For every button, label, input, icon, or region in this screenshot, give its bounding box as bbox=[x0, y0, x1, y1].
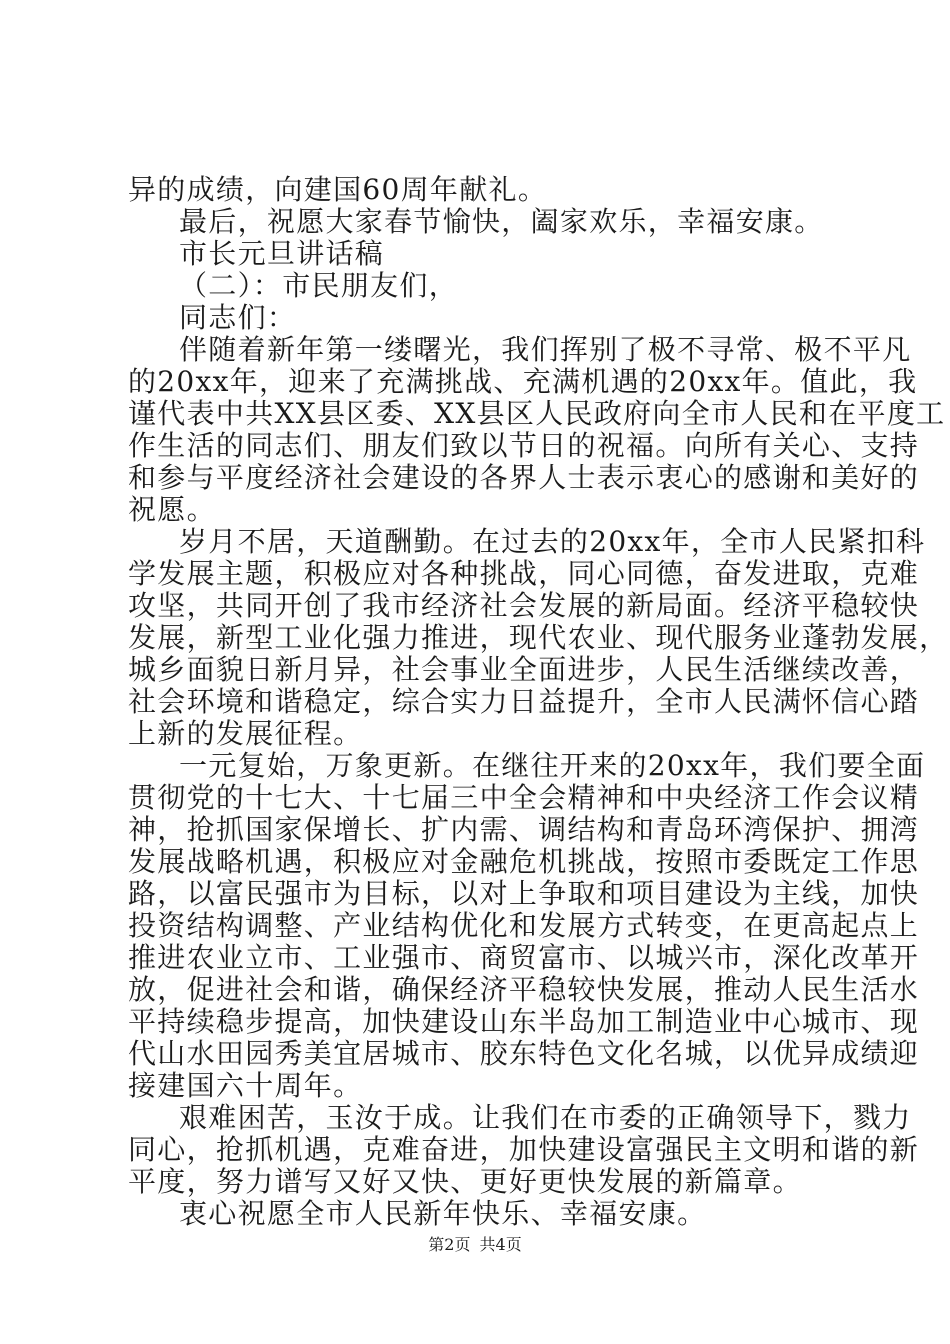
page-total: 共4页 bbox=[479, 1235, 522, 1254]
salutation-line: （二）：市民朋友们， bbox=[179, 269, 459, 302]
paragraph-start-line: 伴随着新年第一缕曙光，我们挥别了极不寻常、极不平凡 bbox=[179, 333, 912, 366]
text-line: 攻坚，共同开创了我市经济社会发展的新局面。经济平稳较快 bbox=[128, 589, 920, 622]
paragraph-start-line: 艰难困苦，玉汝于成。让我们在市委的正确领导下，戮力 bbox=[179, 1101, 912, 1134]
section-title: 市长元旦讲话稿 bbox=[179, 237, 385, 270]
paragraph-start-line: 一元复始，万象更新。在继往开来的20xx年，我们要全面 bbox=[179, 749, 926, 782]
text-line: 作生活的同志们、朋友们致以节日的祝福。向所有关心、支持 bbox=[128, 429, 920, 462]
text-line: 上新的发展征程。 bbox=[128, 717, 363, 750]
text-line: 接建国六十周年。 bbox=[128, 1069, 363, 1102]
text-line: 社会环境和谐稳定，综合实力日益提升，全市人民满怀信心踏 bbox=[128, 685, 920, 718]
text-line: 平度，努力谱写又好又快、更好更快发展的新篇章。 bbox=[128, 1165, 802, 1198]
text-line: 路，以富民强市为目标，以对上争取和项目建设为主线，加快 bbox=[128, 877, 920, 910]
paragraph-start-line: 最后，祝愿大家春节愉快，阖家欢乐，幸福安康。 bbox=[179, 205, 824, 238]
text-line: 学发展主题，积极应对各种挑战，同心同德，奋发进取，克难 bbox=[128, 557, 920, 590]
text-line: 同心，抢抓机遇，克难奋进，加快建设富强民主文明和谐的新 bbox=[128, 1133, 920, 1166]
paragraph-start-line: 岁月不居，天道酬勤。在过去的20xx年，全市人民紧扣科 bbox=[179, 525, 926, 558]
text-line: 放，促进社会和谐，确保经济平稳较快发展，推动人民生活水 bbox=[128, 973, 920, 1006]
text-line: 祝愿。 bbox=[128, 493, 216, 526]
text-line: 发展，新型工业化强力推进，现代农业、现代服务业蓬勃发展， bbox=[128, 621, 949, 654]
text-line: 发展战略机遇，积极应对金融危机挑战，按照市委既定工作思 bbox=[128, 845, 920, 878]
document-body bbox=[128, 173, 949, 1230]
text-line: 和参与平度经济社会建设的各界人士表示衷心的感谢和美好的 bbox=[128, 461, 920, 494]
text-line: 谨代表中共XX县区委、XX县区人民政府向全市人民和在平度工 bbox=[128, 397, 946, 430]
text-line: 的20xx年，迎来了充满挑战、充满机遇的20xx年。值此，我 bbox=[128, 365, 918, 398]
text-line: 推进农业立市、工业强市、商贸富市、以城兴市，深化改革开 bbox=[128, 941, 920, 974]
page-number: 第2页 bbox=[428, 1235, 471, 1254]
text-line: 平持续稳步提高，加快建设山东半岛加工制造业中心城市、现 bbox=[128, 1005, 920, 1038]
text-line: 异的成绩，向建国60周年献礼。 bbox=[128, 173, 548, 206]
page-footer bbox=[0, 1234, 950, 1256]
text-line: 贯彻党的十七大、十七届三中全会精神和中央经济工作会议精 bbox=[128, 781, 920, 814]
text-line: 城乡面貌日新月异，社会事业全面进步，人民生活继续改善， bbox=[128, 653, 920, 686]
text-line: 代山水田园秀美宜居城市、胶东特色文化名城，以优异成绩迎 bbox=[128, 1037, 920, 1070]
salutation-line: 同志们： bbox=[179, 301, 297, 334]
closing-line: 衷心祝愿全市人民新年快乐、幸福安康。 bbox=[179, 1197, 707, 1230]
text-line: 神，抢抓国家保增长、扩内需、调结构和青岛环湾保护、拥湾 bbox=[128, 813, 920, 846]
text-line: 投资结构调整、产业结构优化和发展方式转变，在更高起点上 bbox=[128, 909, 920, 942]
